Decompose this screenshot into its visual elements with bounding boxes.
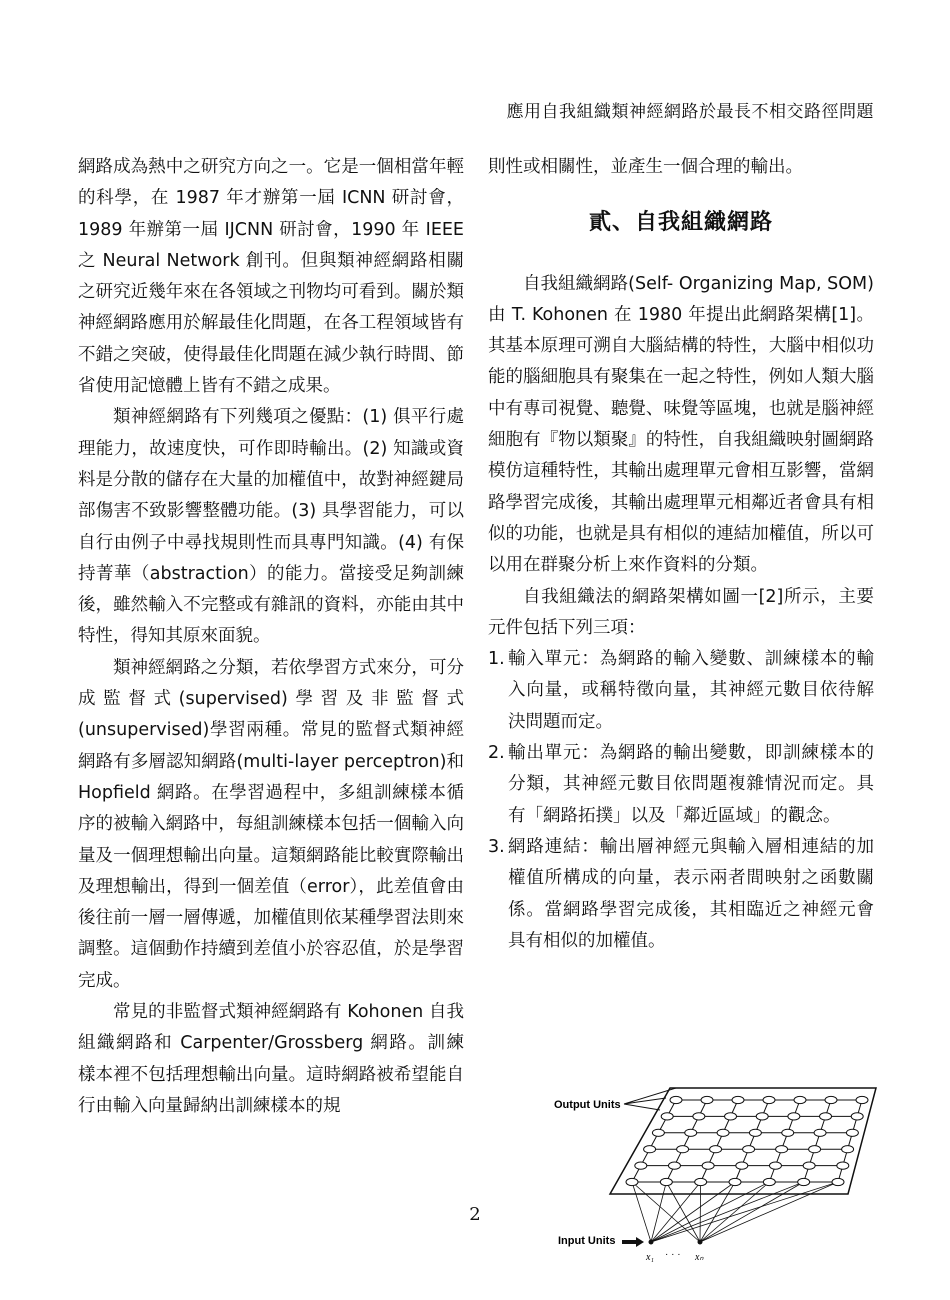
running-header: 應用自我組織類神經網路於最長不相交路徑問題 (506, 102, 874, 122)
som-diagram (548, 1082, 878, 1272)
list-item (488, 738, 874, 832)
page-number: 2 (469, 1204, 481, 1225)
output-node (814, 1129, 826, 1136)
list-item-text: 輸入單元：為網路的輸入變數、訓練樣本的輸入向量，或稱特徵向量，其神經元數目依待解決問題而定。 (508, 649, 874, 732)
list-item (488, 644, 874, 738)
output-node (856, 1096, 868, 1103)
som-architecture-figure (548, 1082, 878, 1272)
output-node (794, 1096, 806, 1103)
output-node (776, 1146, 788, 1153)
paragraph: 類神經網路之分類，若依學習方式來分，可分成監督式(supervised)學習及非監督式(unsupervised)學習兩種。常見的監督式類神經網路有多層認知網路(multi-layer perceptron)和 Hopfield 網路。在學習過程中，多組訓練樣本循序的被輸入網路中，每組訓練樣本包括一個輸入向量及一個理想輸出向量。這類網路能比較實際輸出及理想輸出，得到一個差值（error），此差值會由後往前一層一層傳遞，加權值則依某種學習法則來調整。這個動作持續到差值小於容忍值，於是學習完成。 (78, 657, 464, 991)
output-node (661, 1113, 673, 1120)
output-node (749, 1129, 761, 1136)
output-node (763, 1096, 775, 1103)
paragraph: 自我組織網路(Self- Organizing Map, SOM)由 T. Kohonen 在 1980 年提出此網路架構[1]。其基本原理可溯自大腦結構的特性，大腦中相似功能的腦細胞具有聚集在一起之特性，例如人類大腦中有專司視覺、聽覺、味覺等區塊，也就是腦神經細胞有『物以類聚』的特性，自我組織映射圖網路模仿這種特性，其輸出處理單元會相互影響，當網路學習完成後，其輸出處理單元相鄰近者會具有相似的功能，也就是具有相似的連結加權值，所以可以用在群聚分析上來作資料的分類。 (488, 273, 874, 576)
x1-label: x₁ (646, 1252, 654, 1263)
output-node (652, 1129, 664, 1136)
output-node (693, 1113, 705, 1120)
output-node (798, 1178, 810, 1185)
output-node (729, 1178, 741, 1185)
paragraph: 類神經網路有下列幾項之優點：(1) 俱平行處理能力，故速度快，可作即時輸出。(2) 知識或資料是分散的儲存在大量的加權值中，故對神經鍵局部傷害不致影響整體功能。(3) 具學習能力，可以自行由例子中尋找規則性而具專門知識。(4) 有保持菁華（abstraction）的能力。當接受足夠訓練後，雖然輸入不完整或有雜訊的資料，亦能由其中特性，得知其原來面貌。 (78, 407, 464, 647)
output-node (677, 1146, 689, 1153)
grid-col-line (769, 1100, 800, 1182)
output-node (701, 1096, 713, 1103)
output-node (695, 1178, 707, 1185)
output-node (851, 1113, 863, 1120)
output-units-label: Output Units (554, 1099, 621, 1111)
grid-col-line (632, 1100, 676, 1182)
xn-label: xₙ (695, 1252, 704, 1263)
output-node (769, 1162, 781, 1169)
left-column (78, 152, 464, 1122)
input-node-xn (698, 1240, 703, 1245)
paragraph: 網路成為熱中之研究方向之一。它是一個相當年輕的科學，在 1987 年才辦第一屆 ICNN 研討會，1989 年辦第一屆 IJCNN 研討會，1990 年 IEEE 之 Neural Network 創刊。但與類神經網路相關之研究近幾年來在各領域之刊物均可看到。關於類神經網路應用於解最佳化問題，在各工程領域皆有不錯之突破，使得最佳化問題在減少執行時間、節省使用記憶體上皆有不錯之成果。 (78, 157, 464, 397)
output-node (670, 1096, 682, 1103)
list-item-text: 輸出單元：為網路的輸出變數，即訓練樣本的分類，其神經元數目依問題複雜情況而定。具有「網路拓撲」以及「鄰近區域」的觀念。 (508, 743, 874, 826)
grid-col-line (838, 1100, 862, 1182)
output-node (756, 1113, 768, 1120)
right-column (488, 152, 874, 957)
component-list (488, 644, 874, 957)
grid-col-line (666, 1100, 707, 1182)
grid-col-line (804, 1100, 831, 1182)
list-item-text: 網路連結：輸出層神經元與輸入層相連結的加權值所構成的向量，表示兩者間映射之函數關係。當網路學習完成後，其相臨近之神經元會具有相似的加權值。 (508, 836, 874, 951)
grid-col-line (735, 1100, 769, 1182)
output-node (725, 1113, 737, 1120)
output-node (788, 1113, 800, 1120)
output-node (763, 1178, 775, 1185)
output-node (736, 1162, 748, 1169)
output-node (782, 1129, 794, 1136)
output-node (832, 1178, 844, 1185)
output-node (837, 1162, 849, 1169)
output-node (717, 1129, 729, 1136)
list-number: 2. (488, 743, 505, 764)
output-node (825, 1096, 837, 1103)
output-node (732, 1096, 744, 1103)
output-node (668, 1162, 680, 1169)
output-node (626, 1178, 638, 1185)
output-node (635, 1162, 647, 1169)
list-item (488, 832, 874, 957)
output-node (644, 1146, 656, 1153)
list-number: 3. (488, 836, 505, 857)
output-node (820, 1113, 832, 1120)
input-arrow-head (636, 1237, 644, 1247)
paragraph: 常見的非監督式類神經網路有 Kohonen 自我組織網路和 Carpenter/Grossberg 網路。訓練樣本裡不包括理想輸出向量。這時網路被希望能自行由輸入向量歸納出訓練樣本的規 (78, 1002, 464, 1116)
output-node (685, 1129, 697, 1136)
paragraph: 自我組織法的網路架構如圖一[2]所示，主要元件包括下列三項： (488, 586, 874, 638)
output-node (846, 1129, 858, 1136)
output-node (809, 1146, 821, 1153)
paragraph: 則性或相關性，並產生一個合理的輸出。 (488, 157, 803, 177)
output-node (743, 1146, 755, 1153)
output-node (702, 1162, 714, 1169)
output-node (660, 1178, 672, 1185)
grid-col-line (701, 1100, 738, 1182)
input-units-label: Input Units (558, 1235, 616, 1247)
dots-label: · · · (665, 1249, 681, 1260)
output-node (803, 1162, 815, 1169)
input-node-x1 (649, 1240, 654, 1245)
list-number: 1. (488, 649, 505, 670)
output-node (842, 1146, 854, 1153)
output-node (710, 1146, 722, 1153)
section-heading: 貳、自我組織網路 (588, 210, 773, 236)
